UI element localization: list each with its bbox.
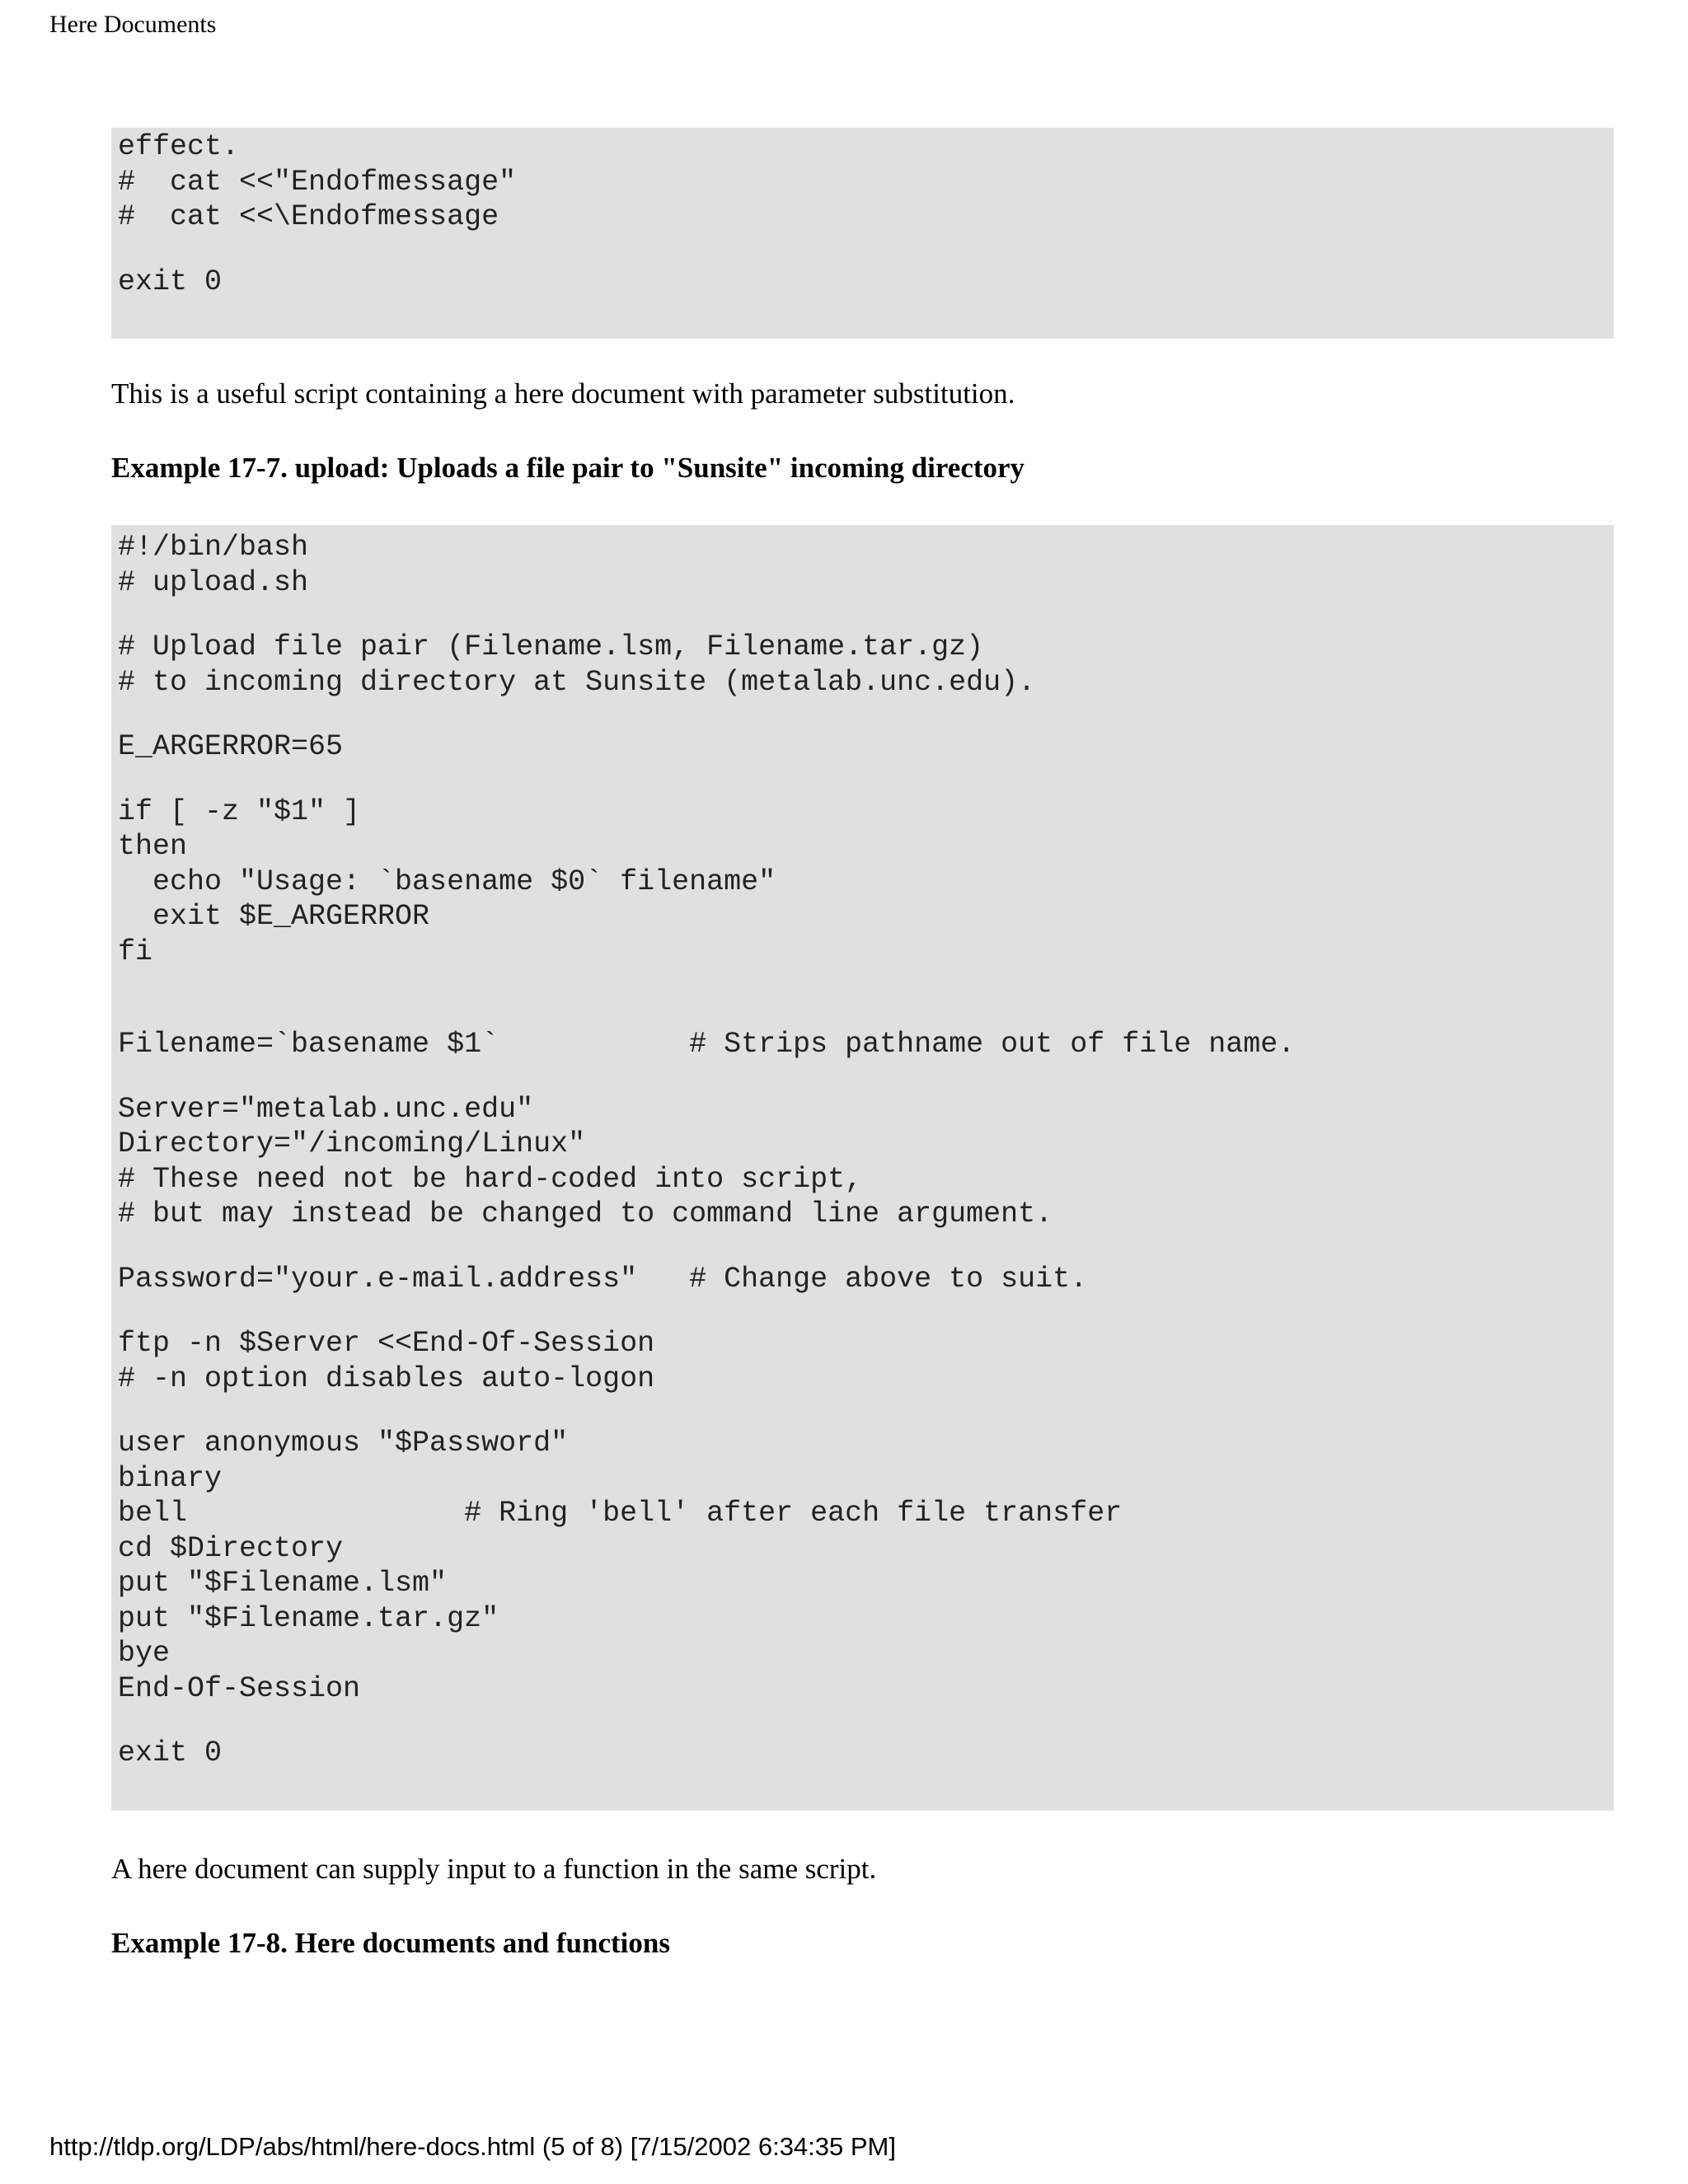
code-line: put "$Filename.lsm" (118, 1567, 448, 1600)
code-line: # but may instead be changed to command line argument. (118, 1197, 1053, 1230)
code-block-upload-script (111, 525, 1614, 1811)
paragraph-function-input: A here document can supply input to a function in the same script. (111, 1852, 877, 1885)
code-line: exit $E_ARGERROR (118, 900, 430, 933)
code-line: echo "Usage: `basename $0` filename" (118, 865, 776, 898)
example-17-7-title: Example 17-7. upload: Uploads a file pair to "Sunsite" incoming directory (111, 452, 1025, 484)
code-line (118, 1706, 1607, 1736)
code-line: # cat <<\Endofmessage (118, 200, 499, 233)
code-line: if [ -z "$1" ] (118, 794, 361, 828)
code-line (118, 1396, 1607, 1426)
code-listing (118, 129, 1607, 299)
code-line (118, 600, 1607, 630)
code-line: ftp -n $Server <<End-Of-Session (118, 1327, 655, 1360)
code-line: exit 0 (118, 1736, 223, 1769)
code-line: user anonymous "$Password" (118, 1427, 569, 1460)
code-line: # to incoming directory at Sunsite (metalab.unc.edu). (118, 665, 1036, 699)
page-footer-url: http://tldp.org/LDP/abs/html/here-docs.html (5 of 8) [7/15/2002 6:34:35 PM] (49, 2132, 896, 2161)
code-line: exit 0 (118, 265, 223, 298)
code-line (118, 235, 1607, 265)
code-line (118, 1062, 1607, 1092)
code-line: # Upload file pair (Filename.lsm, Filename.tar.gz) (118, 630, 984, 663)
code-line: Directory="/incoming/Linux" (118, 1127, 586, 1160)
code-line: fi (118, 935, 153, 968)
code-line: # cat <<"Endofmessage" (118, 165, 517, 199)
code-line (118, 1296, 1607, 1326)
code-line: # -n option disables auto-logon (118, 1361, 655, 1395)
code-line: # upload.sh (118, 565, 309, 599)
code-line: #!/bin/bash (118, 531, 309, 564)
code-line (118, 700, 1607, 729)
document-content (111, 128, 1614, 1961)
code-listing (118, 530, 1607, 1771)
code-line (118, 1232, 1607, 1262)
code-line: cd $Directory (118, 1531, 344, 1565)
code-line: Password="your.e-mail.address" # Change above to suit. (118, 1262, 1088, 1296)
code-line: # These need not be hard-coded into script, (118, 1162, 863, 1196)
code-line: bell # Ring 'bell' after each file transfer (118, 1497, 1123, 1530)
code-line: effect. (118, 130, 240, 163)
code-line (118, 969, 1607, 1027)
code-line: Server="metalab.unc.edu" (118, 1092, 534, 1126)
paragraph-parameter-substitution: This is a useful script containing a here document with parameter substitution. (111, 377, 1015, 410)
code-block-here-doc-end (111, 128, 1614, 339)
code-line: bye (118, 1637, 171, 1670)
code-line: E_ARGERROR=65 (118, 730, 344, 763)
code-line: Filename=`basename $1` # Strips pathname out of file name. (118, 1028, 1296, 1061)
code-line (118, 765, 1607, 794)
code-line: then (118, 830, 188, 863)
code-line: binary (118, 1461, 223, 1495)
code-line: End-Of-Session (118, 1671, 361, 1705)
example-17-8-title: Example 17-8. Here documents and functions (111, 1926, 670, 1959)
code-line: put "$Filename.tar.gz" (118, 1601, 499, 1635)
page-header-title: Here Documents (49, 11, 217, 38)
